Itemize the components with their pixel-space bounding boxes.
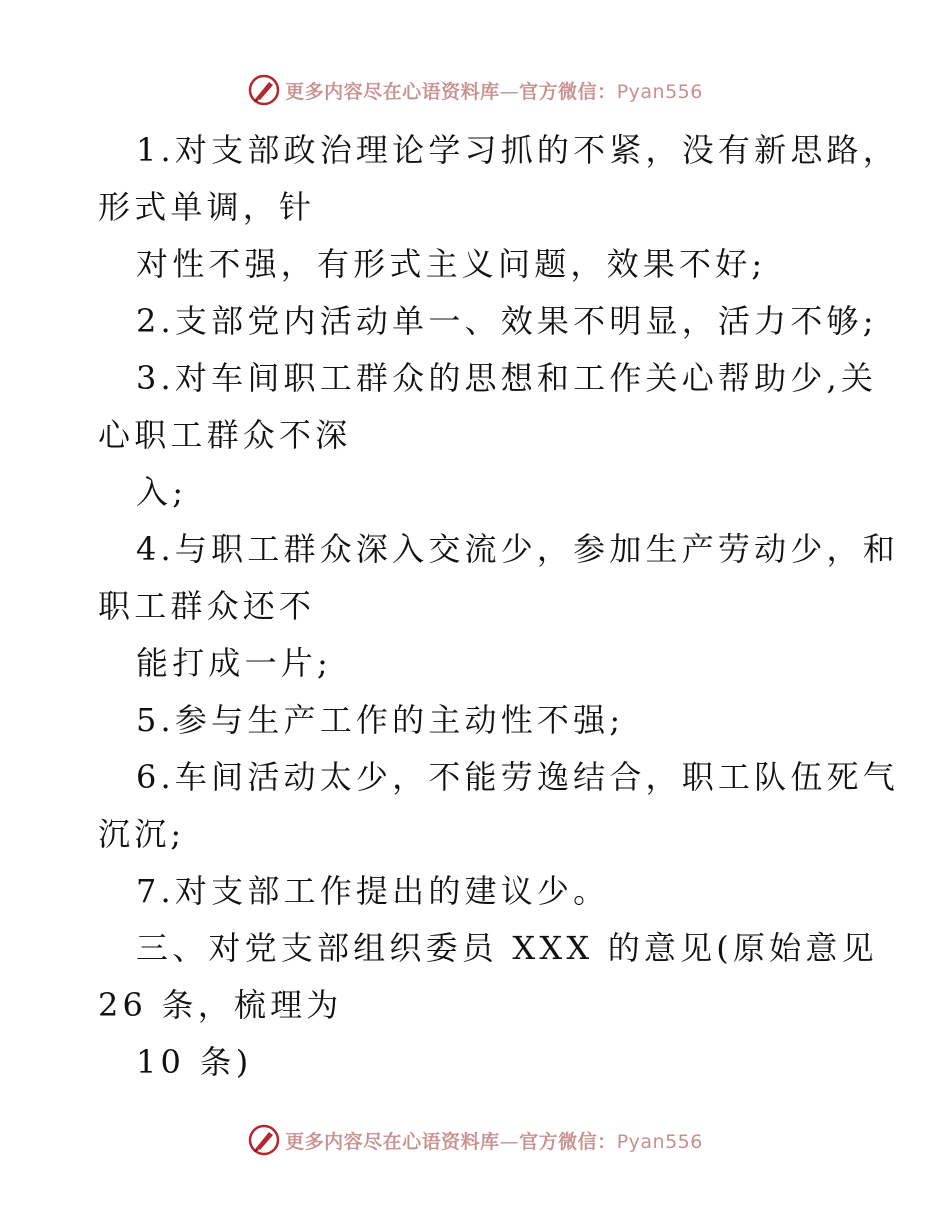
banner-text: 更多内容尽在心语资料库—官方微信：Pyan556 [285, 80, 703, 103]
paragraph-line: 26 条，梳理为 [98, 986, 343, 1024]
paragraph-line: 对性不强，有形式主义问题，效果不好; [136, 245, 767, 283]
section-heading: 三、对党支部组织委员 XXX 的意见(原始意见 [136, 929, 878, 967]
paragraph-line: 职工群众还不 [98, 587, 316, 625]
pen-logo-icon [247, 73, 281, 107]
paragraph-line: 7.对支部工作提出的建议少。 [136, 872, 610, 910]
paragraph-line: 10 条) [136, 1043, 253, 1081]
paragraph-line: 2.支部党内活动单一、效果不明显，活力不够; [136, 302, 878, 340]
paragraph-line: 沉沉; [98, 815, 186, 853]
pen-logo-icon [247, 1123, 281, 1157]
paragraph-line: 4.与职工群众深入交流少，参加生产劳动少，和 [136, 530, 899, 568]
paragraph-line: 心职工群众不深 [98, 416, 352, 454]
paragraph-line: 入; [136, 473, 188, 511]
paragraph-line: 形式单调，针 [98, 188, 316, 226]
paragraph-line: 1.对支部政治理论学习抓的不紧，没有新思路， [136, 131, 899, 169]
footer-banner [0, 1120, 950, 1160]
header-banner [0, 70, 950, 110]
paragraph-line: 6.车间活动太少，不能劳逸结合，职工队伍死气 [136, 758, 899, 796]
paragraph-line: 能打成一片; [136, 644, 332, 682]
paragraph-line: 5.参与生产工作的主动性不强; [136, 701, 625, 739]
paragraph-line: 3.对车间职工群众的思想和工作关心帮助少,关 [136, 359, 878, 397]
banner-text: 更多内容尽在心语资料库—官方微信：Pyan556 [285, 1130, 703, 1153]
